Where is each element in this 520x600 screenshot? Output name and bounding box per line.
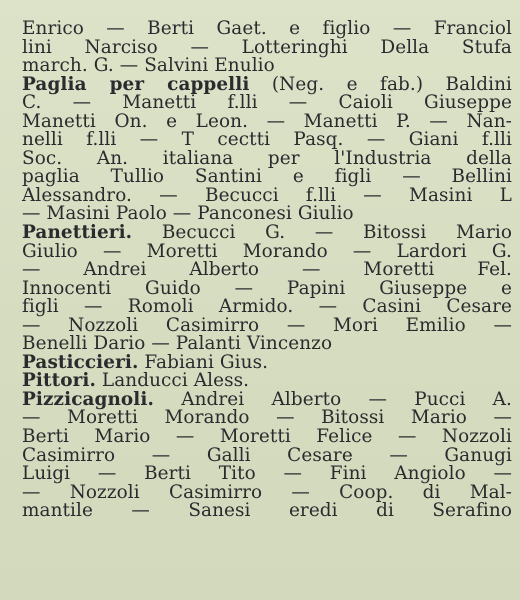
entry-text: Enrico — Berti Gaet. e figlio — Franciol bbox=[22, 18, 512, 39]
entry-text: figli — Romoli Armido. — Casini Cesare bbox=[22, 296, 512, 318]
entry-text: — Nozzoli Casimirro — Coop. di Mal- bbox=[22, 481, 512, 503]
entry-text: Landucci Aless. bbox=[95, 370, 250, 392]
entry-text: — Moretti Morando — Bitossi Mario — bbox=[22, 407, 512, 429]
entry-text: — Nozzoli Casimirro — Mori Emilio — bbox=[22, 314, 512, 336]
entry-text: lini Narciso — Lotteringhi Della Stufa bbox=[22, 36, 512, 58]
entry-text: C. — Manetti f.lli — Caioli Giuseppe bbox=[22, 92, 512, 114]
entry-text: (Neg. e fab.) Baldini bbox=[249, 73, 512, 95]
entry-text: Luigi — Berti Tito — Fini Angiolo — bbox=[22, 463, 512, 485]
entry-text: Benelli Dario — Palanti Vincenzo bbox=[22, 333, 333, 355]
directory-text-column bbox=[22, 20, 512, 521]
category-heading: Paglia per cappelli bbox=[22, 73, 250, 95]
entry-text: march. G. — Salvini Enulio bbox=[22, 55, 275, 77]
entry-text: Giulio — Moretti Morando — Lardori G. bbox=[22, 240, 512, 262]
entry-text: nelli f.lli — T cectti Pasq. — Giani f.lli bbox=[22, 129, 512, 151]
entry-text: Manetti On. e Leon. — Manetti P. — Nan- bbox=[22, 110, 512, 132]
category-heading: Panettieri. bbox=[22, 222, 133, 244]
entry-text: Becucci G. — Bitossi Mario bbox=[132, 222, 512, 244]
category-heading: Pizzicagnoli. bbox=[22, 388, 154, 410]
entry-text: Casimirro — Galli Cesare — Ganugi bbox=[22, 444, 512, 466]
category-heading: Pasticcieri. bbox=[22, 351, 139, 373]
entry-text: paglia Tullio Santini e figli — Bellini bbox=[22, 166, 512, 188]
entry-text: Soc. An. italiana per l'Industria della bbox=[22, 147, 512, 169]
entry-text: — Masini Paolo — Panconesi Giulio bbox=[22, 203, 354, 225]
category-heading: Pittori. bbox=[22, 370, 96, 392]
entry-text: Alessandro. — Becucci f.lli — Masini L bbox=[22, 184, 512, 206]
entry-text: Berti Mario — Moretti Felice — Nozzoli bbox=[22, 426, 512, 448]
entry-text: Innocenti Guido — Papini Giuseppe e bbox=[22, 277, 512, 299]
entry-text: Fabiani Gius. bbox=[138, 351, 269, 373]
entry-text: Andrei Alberto — Pucci A. bbox=[153, 388, 512, 410]
entry-text: — Andrei Alberto — Moretti Fel. bbox=[22, 259, 512, 281]
directory-line bbox=[22, 502, 512, 521]
entry-text: mantile — Sanesi eredi di Serafino bbox=[22, 500, 512, 522]
